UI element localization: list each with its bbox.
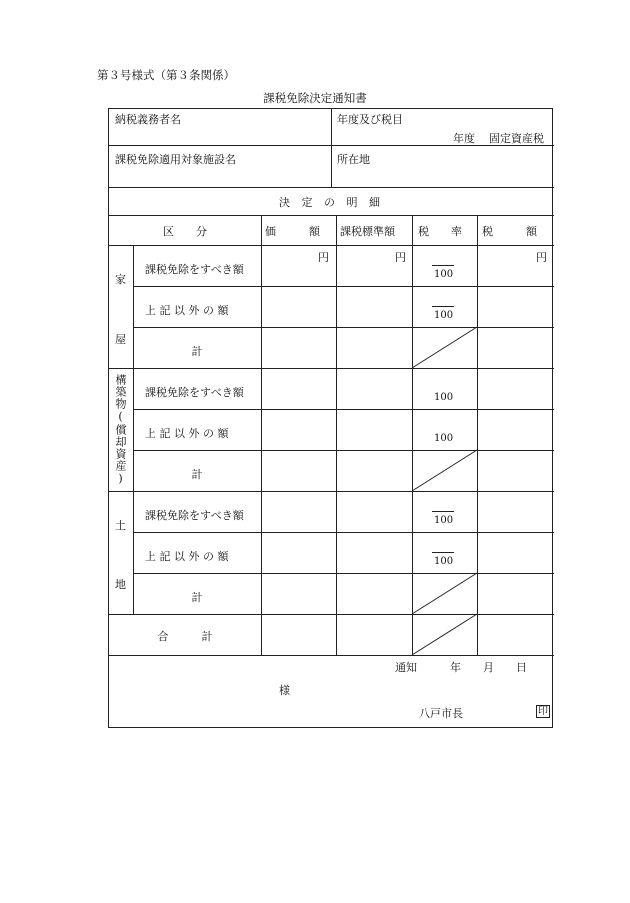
year-and-tax-item-label: 年度及び税目 bbox=[337, 113, 403, 126]
house-subtotal-label: 計 bbox=[191, 345, 203, 358]
land-group-label-top: 土 bbox=[115, 519, 126, 532]
rate-cell-slash bbox=[412, 450, 477, 491]
rate-cell-slash bbox=[412, 614, 477, 655]
row-divider bbox=[133, 532, 554, 533]
land-group-label-bottom: 地 bbox=[115, 578, 126, 591]
land-exempt-row-label: 課税免除をすべき額 bbox=[145, 509, 244, 522]
row-divider bbox=[109, 215, 554, 216]
rate-fraction-bar bbox=[432, 552, 454, 553]
row-divider bbox=[109, 491, 554, 492]
column-divider bbox=[336, 215, 337, 655]
addressee-honorific: 様 bbox=[279, 684, 290, 697]
row-divider bbox=[109, 245, 554, 246]
facility-name-label: 課税免除適用対象施設名 bbox=[115, 153, 236, 166]
rate-denominator: 100 bbox=[434, 556, 454, 567]
column-divider bbox=[133, 245, 134, 614]
structure-exempt-row-label: 課税免除をすべき額 bbox=[145, 386, 244, 399]
official-seal: 印 bbox=[538, 706, 548, 717]
column-divider bbox=[477, 215, 478, 655]
details-heading: 決 定 の 明 細 bbox=[279, 196, 384, 209]
rate-fraction-bar bbox=[432, 265, 454, 266]
row-divider bbox=[109, 655, 554, 656]
house-group-label-top: 家 bbox=[115, 273, 126, 286]
grand-total-label: 合 計 bbox=[157, 630, 213, 643]
house-other-row-label: 上 記 以 外 の 額 bbox=[145, 304, 229, 317]
rate-denominator: 100 bbox=[434, 392, 454, 403]
rate-denominator: 100 bbox=[434, 310, 454, 321]
location-label: 所在地 bbox=[337, 153, 370, 166]
rate-cell-slash bbox=[412, 573, 477, 614]
house-group-label-bottom: 屋 bbox=[115, 333, 126, 346]
tax-column-header: 税 額 bbox=[482, 225, 537, 238]
rate-denominator: 100 bbox=[434, 269, 454, 280]
land-subtotal-label: 計 bbox=[191, 591, 203, 604]
row-divider bbox=[109, 368, 554, 369]
row-divider bbox=[133, 327, 554, 328]
row-divider bbox=[133, 573, 554, 574]
structure-subtotal-label: 計 bbox=[191, 468, 203, 481]
structure-group-label: 構築物(償却資産) bbox=[114, 374, 127, 486]
tax-yen-unit: 円 bbox=[536, 251, 547, 264]
standard-column-header: 課税標準額 bbox=[340, 225, 395, 238]
structure-other-row-label: 上 記 以 外 の 額 bbox=[145, 427, 229, 440]
row-divider bbox=[109, 187, 554, 188]
row-divider bbox=[133, 450, 554, 451]
tax-item-value: 固定資産税 bbox=[489, 132, 544, 145]
rate-cell-slash bbox=[412, 327, 477, 368]
standard-yen-unit: 円 bbox=[395, 251, 406, 264]
mayor-signature-label: 八戸市長 bbox=[419, 707, 463, 720]
land-other-row-label: 上 記 以 外 の 額 bbox=[145, 550, 229, 563]
document-title: 課税免除決定通知書 bbox=[263, 91, 367, 105]
rate-denominator: 100 bbox=[434, 433, 454, 444]
rate-fraction-bar bbox=[432, 511, 454, 512]
form-number-label: 第３号様式（第３条関係） bbox=[97, 68, 235, 82]
house-exempt-row-label: 課税免除をすべき額 bbox=[145, 263, 244, 276]
column-divider bbox=[331, 109, 332, 187]
notice-date-line: 通知 年 月 日 bbox=[395, 661, 527, 674]
fiscal-year-suffix: 年度 bbox=[453, 132, 475, 145]
price-column-header: 価 額 bbox=[265, 225, 320, 238]
notice-form bbox=[108, 108, 553, 728]
taxpayer-name-label: 納税義務者名 bbox=[115, 113, 181, 126]
rate-fraction-bar bbox=[432, 306, 454, 307]
rate-column-header: 税 率 bbox=[418, 225, 462, 238]
row-divider bbox=[133, 409, 554, 410]
row-divider bbox=[133, 286, 554, 287]
row-divider bbox=[109, 614, 554, 615]
rate-denominator: 100 bbox=[434, 515, 454, 526]
column-divider bbox=[261, 215, 262, 655]
category-column-header: 区 分 bbox=[163, 225, 207, 238]
price-yen-unit: 円 bbox=[318, 251, 329, 264]
